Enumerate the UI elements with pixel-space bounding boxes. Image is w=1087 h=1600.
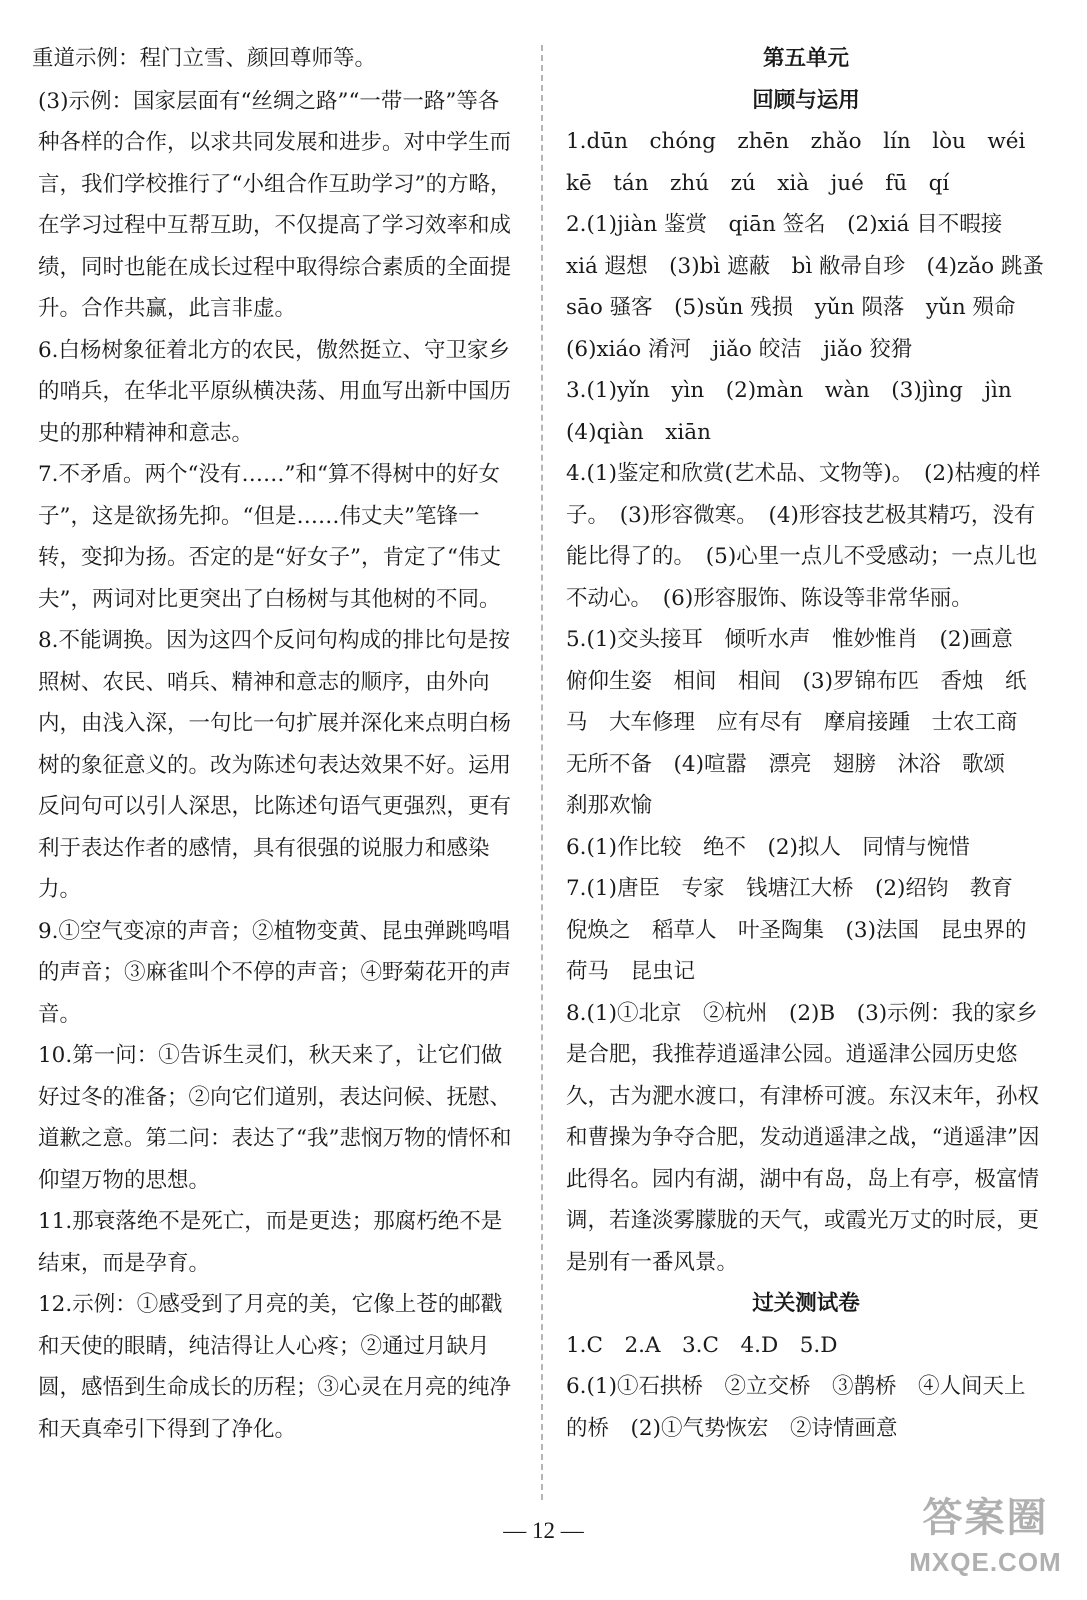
- page-number: — 12 —: [503, 1518, 584, 1543]
- answer-paragraph: 9.①空气变凉的声音；②植物变黄、昆虫弹跳鸣唱的声音；③麻雀叫个不停的声音；④野菊花开的声音。: [38, 918, 512, 1027]
- answer-paragraph: (3)示例：国家层面有“丝绸之路”“一带一路”等各种各样的合作，以求共同发展和进步。对中学生而言，我们学校推行了“小组合作互助学习”的方略，在学习过程中互帮互助，不仅提高了学习效率和成绩，同时也能在成长过程中取得综合素质的全面提升。合作共赢，此言非虚。: [38, 88, 512, 321]
- answer-item: 6.(1)作比较 绝不 (2)拟人 同情与惋惜: [566, 834, 970, 860]
- answer-paragraph: 11.那衰落绝不是死亡，而是更迭；那腐朽绝不是结束，而是孕育。: [38, 1209, 503, 1276]
- answer-paragraph: 重道示例：程门立雪、颜回尊师等。: [32, 46, 377, 71]
- answer-item: 8.(1)①北京 ②杭州 (2)B (3)示例：我的家乡是合肥，我推荐逍遥津公园。逍遥津公园历史悠久，古为淝水渡口，有津桥可渡。东汉末年，孙权和曹操为争夺合肥，发动逍遥津之战，“逍遥津”因此得名。园内有湖，湖中有岛，岛上有亭，极富情调，若逢淡雾朦胧的天气，或霞光万丈的时辰，更是别有一番风景。: [566, 1000, 1040, 1275]
- unit-title: 第五单元: [762, 46, 849, 71]
- answer-item: 1.C 2.A 3.C 4.D 5.D: [566, 1332, 838, 1358]
- section-title-test: 过关测试卷: [752, 1291, 860, 1316]
- answer-item: 5.(1)交头接耳 倾听水声 惟妙惟肖 (2)画意 俯仰生姿 相间 相间 (3)罗锦布匹 香烛 纸马 大车修理 应有尽有 摩肩接踵 士农工商 无所不备 (4)喧嚣 漂亮 翅膀 沐浴 歌颂 刹那欢愉: [566, 627, 1040, 818]
- watermark-url: MXQE.COM: [909, 1547, 1062, 1577]
- watermark-logo: [898, 1490, 1073, 1595]
- answer-item: 2.(1)jiàn 鉴赏 qiān 签名 (2)xiá 目不暇接 xiá 遐想 (3)bì 遮蔽 bì 敝帚自珍 (4)zǎo 跳蚤 sāo 骚客 (5)sǔn 残损 yǔn 陨落 yǔn 殒命 (6)xiáo 淆河 jiǎo 皎洁 jiǎo 狡猾: [566, 212, 1066, 362]
- answer-paragraph: 6.白杨树象征着北方的农民，傲然挺立、守卫家乡的哨兵，在华北平原纵横决荡、用血写出新中国历史的那种精神和意志。: [38, 337, 512, 446]
- left-column: [32, 38, 518, 1450]
- right-column: [566, 38, 1066, 1449]
- answer-item: 4.(1)鉴定和欣赏(艺术品、文物等)。 (2)枯瘦的样子。 (3)形容微寒。 (4)形容技艺极其精巧，没有能比得了的。 (5)心里一点儿不受感动；一点儿也不动心。 (6)形容服饰、陈设等非常华丽。: [566, 461, 1041, 611]
- column-divider: [541, 45, 543, 1500]
- answer-paragraph: 8.不能调换。因为这四个反问句构成的排比句是按照树、农民、哨兵、精神和意志的顺序，由外向内，由浅入深，一句比一句扩展并深化来点明白杨树的象征意义的。改为陈述句表达效果不好。运用反问句可以引人深思，比陈述句语气更强烈，更有利于表达作者的感情，具有很强的说服力和感染力。: [38, 628, 512, 902]
- watermark-text: 答案圈: [922, 1496, 1049, 1540]
- answer-item: 6.(1)①石拱桥 ②立交桥 ③鹊桥 ④人间天上的桥 (2)①气势恢宏 ②诗情画意: [566, 1374, 1026, 1441]
- answer-item: 1.dūn chóng zhēn zhǎo lín lòu wéi kē tán zhú zú xià jué fū qí: [566, 129, 1047, 196]
- section-title-review: 回顾与运用: [752, 87, 860, 113]
- answer-paragraph: 7.不矛盾。两个“没有……”和“算不得树中的好女子”，这是欲扬先抑。“但是……伟丈夫”笔锋一转，变抑为扬。否定的是“好女子”，肯定了“伟丈夫”，两词对比更突出了白杨树与其他树的不同。: [38, 462, 501, 612]
- answer-paragraph: 12.示例：①感受到了月亮的美，它像上苍的邮戳和天使的眼睛，纯洁得让人心疼；②通过月缺月圆，感悟到生命成长的历程；③心灵在月亮的纯净和天真牵引下得到了净化。: [38, 1292, 512, 1442]
- answer-item: 3.(1)yǐn yìn (2)màn wàn (3)jìng jìn (4)qiàn xiān: [566, 378, 1034, 445]
- answer-paragraph: 10.第一问：①告诉生灵们，秋天来了，让它们做好过冬的准备；②向它们道别，表达问候、抚慰、道歉之意。第二问：表达了“我”悲悯万物的情怀和仰望万物的思想。: [38, 1043, 512, 1193]
- answer-item: 7.(1)唐臣 专家 钱塘江大桥 (2)绍钧 教育 倪焕之 稻草人 叶圣陶集 (3)法国 昆虫界的荷马 昆虫记: [566, 876, 1035, 984]
